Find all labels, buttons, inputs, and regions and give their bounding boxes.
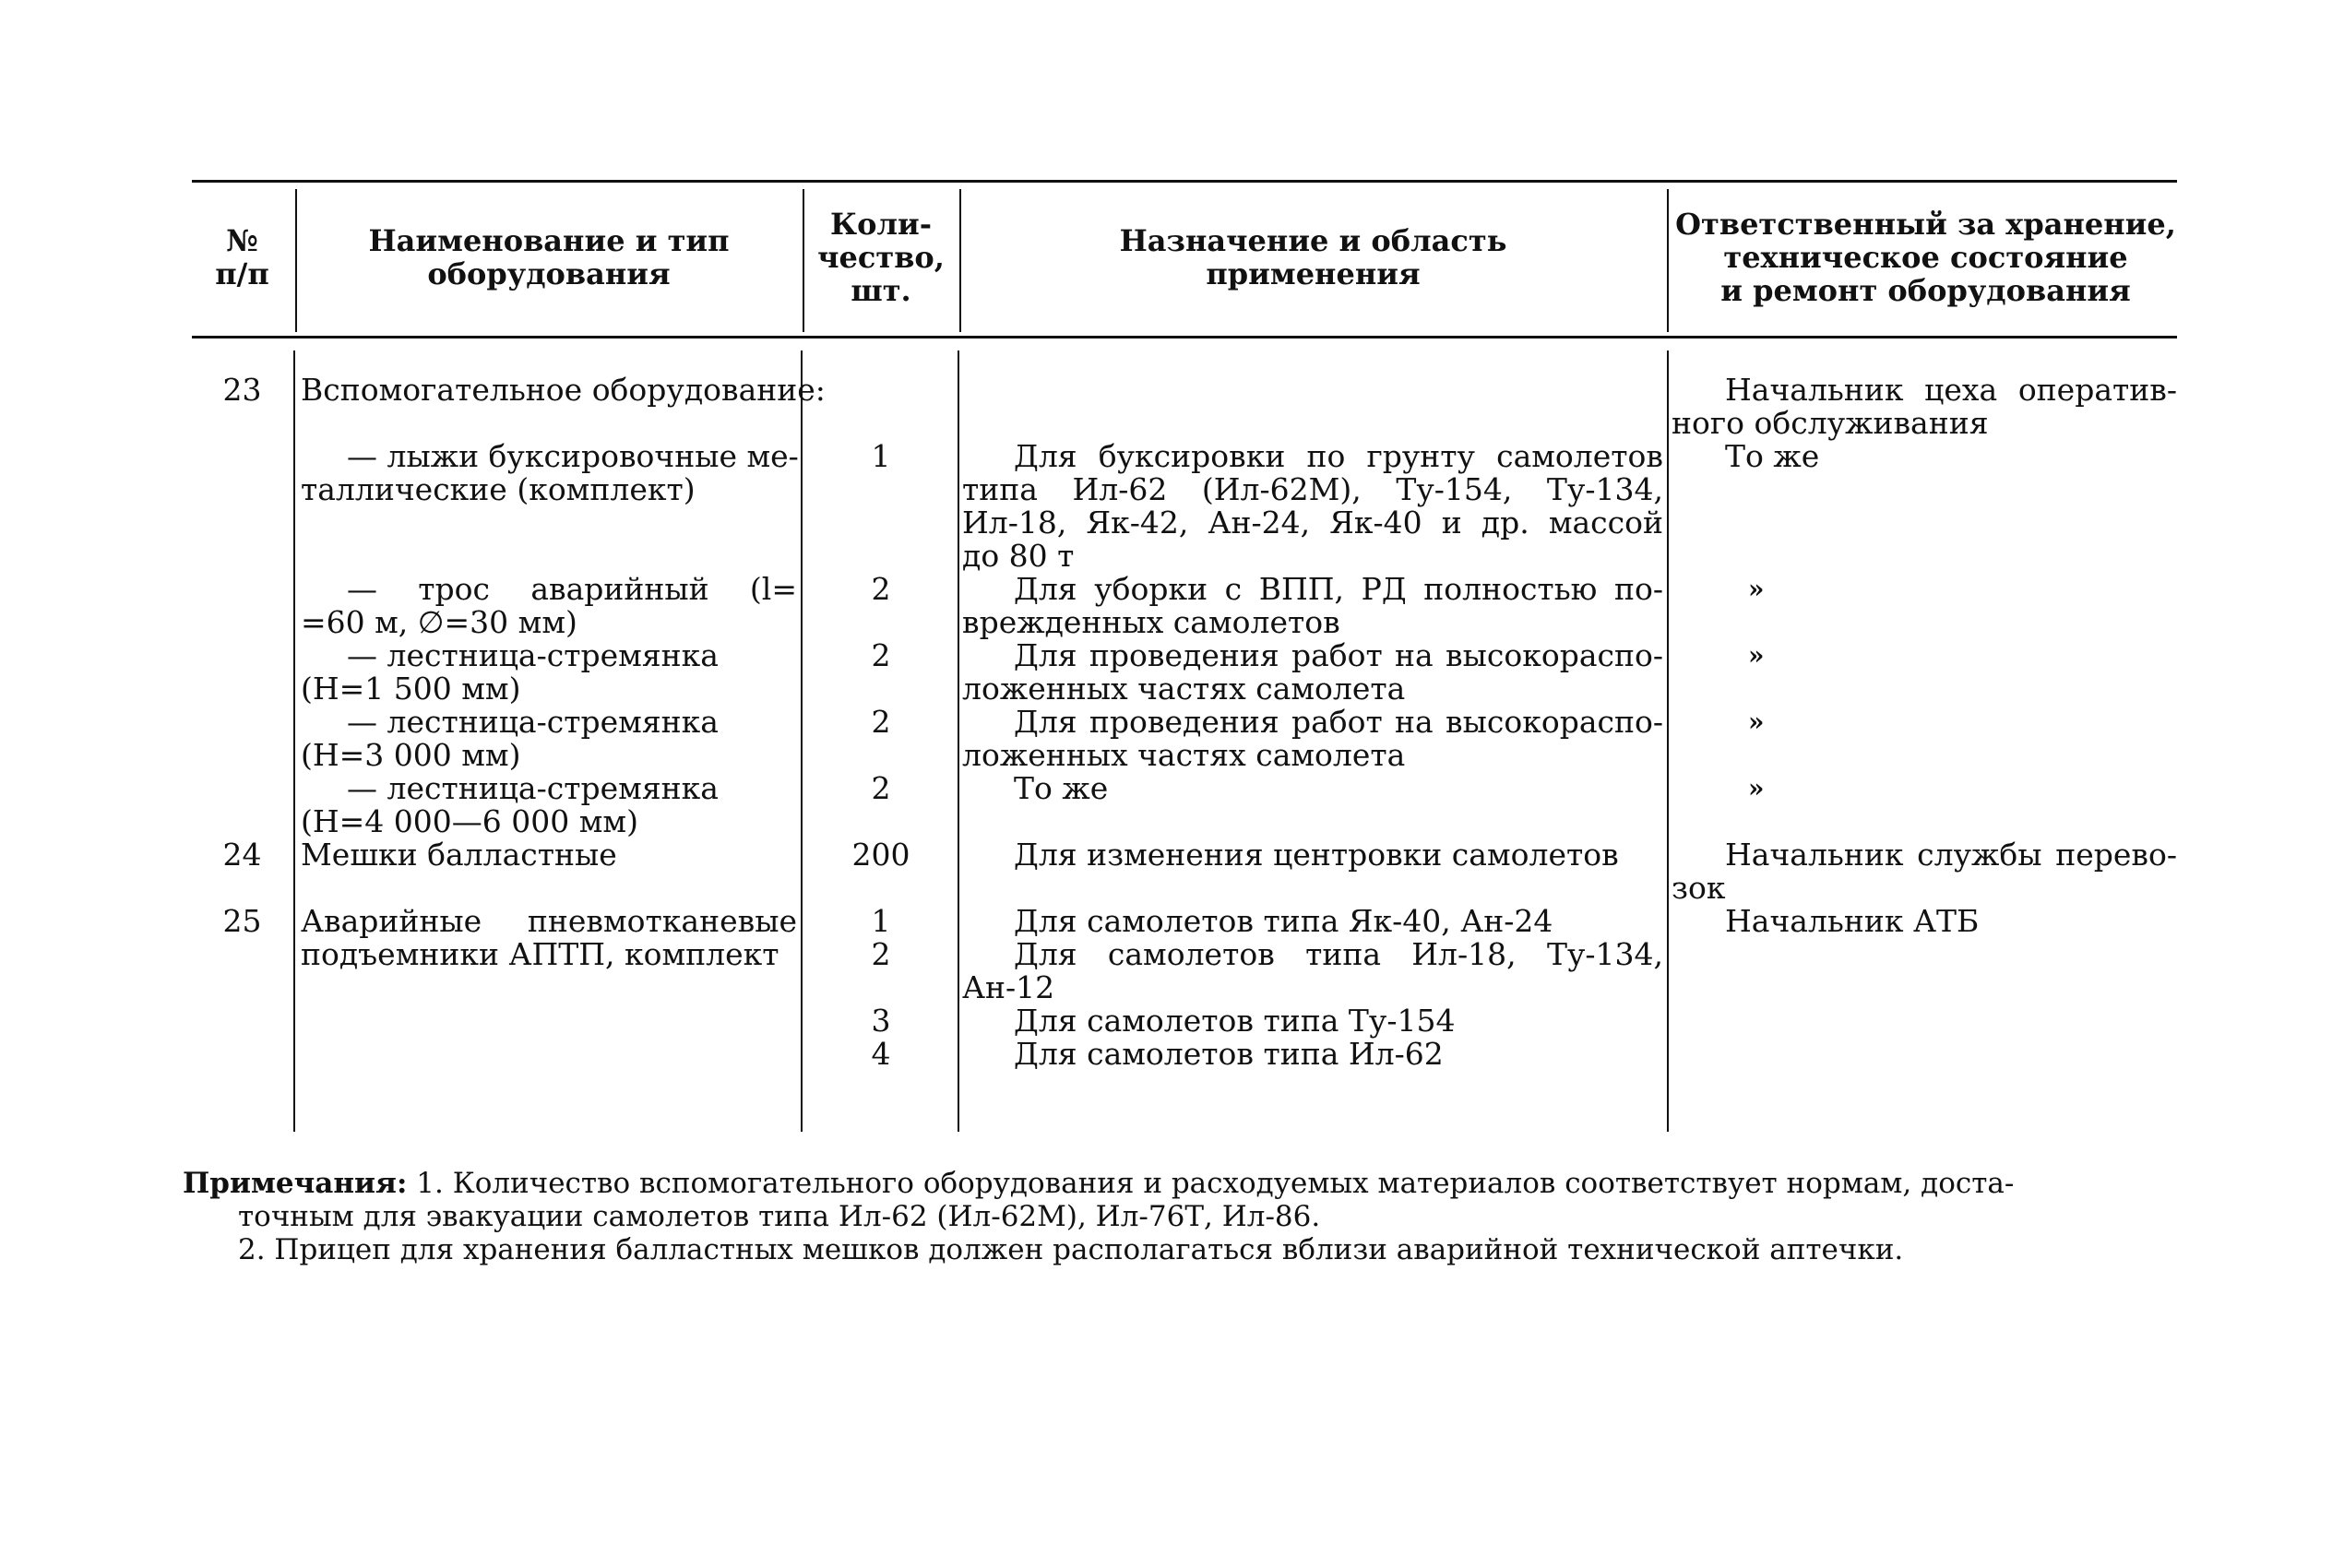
ladder-3000-name: — лестница-стремянка (H=3 000 мм) [301, 704, 719, 773]
row-23-responsible: Начальник цеха оператив- ного обслуживания [1672, 372, 2177, 441]
cable-name: — трос аварийный (l= =60 м, ∅=30 мм) [301, 571, 797, 640]
ladder-3000-responsible: » [1748, 707, 1765, 737]
skis-purpose: Для буксировки по грунту самолетов типа Ил-62 (Ил-62М), Ту-154, Ту-134, Ил-18, Як-42, Ан-24, Як-40 и др. массой до 80 т [962, 438, 1663, 574]
header-responsible: Ответственный за хранение, техническое состояние и ремонт оборудования [1675, 207, 2176, 308]
skis-responsible: То же [1725, 438, 1820, 474]
table-top-rule [192, 180, 2177, 183]
col-sep-1-header [295, 189, 297, 332]
col-sep-1-body [293, 350, 295, 1132]
cable-purpose: Для уборки с ВПП, РД полностью по- врежденных самолетов [962, 571, 1663, 640]
cable-qty: 2 [871, 571, 891, 607]
note-1-line-2: точным для эвакуации самолетов типа Ил-62 (Ил-62М), Ил-76Т, Ил-86. [238, 1200, 1321, 1233]
header-qty: Коли- чество, шт. [817, 207, 945, 308]
ladder-3000-qty: 2 [871, 704, 891, 740]
row-23-num: 23 [222, 372, 262, 408]
col-sep-4-header [1667, 189, 1669, 332]
ladder-4000-responsible: » [1748, 773, 1765, 803]
row-24-purpose: Для изменения центровки самолетов [1014, 837, 1619, 873]
col-sep-4-body [1667, 350, 1669, 1132]
row-24-responsible: Начальник службы перево- зок [1672, 837, 2177, 906]
row-25-num: 25 [222, 903, 262, 939]
row-24-name: Мешки балластные [301, 837, 617, 873]
col-sep-3-body [958, 350, 959, 1132]
note-2: 2. Прицеп для хранения балластных мешков должен располагаться вблизи аварийной технической аптечки. [238, 1233, 1904, 1266]
ladder-4000-qty: 2 [871, 770, 891, 806]
notes-label: Примечания: [183, 1167, 408, 1200]
header-name: Наименование и тип оборудования [368, 223, 730, 291]
ladder-3000-purpose: Для проведения работ на высокораспо- ложенных частях самолета [962, 704, 1663, 773]
skis-qty: 1 [871, 438, 891, 474]
ladder-1500-purpose: Для проведения работ на высокораспо- ложенных частях самолета [962, 637, 1663, 707]
notes-block [183, 1167, 2014, 1266]
row-25-name: Аварийные пневмотканевые подъемники АПТП, комплект [301, 903, 797, 972]
header-purpose: Назначение и область применения [1119, 223, 1507, 291]
ladder-1500-responsible: » [1748, 640, 1765, 671]
row-25-purpose: Для самолетов типа Як-40, Ан-24 Для самолетов типа Ил-18, Ту-134, Ан-12 Для самолетов типа Ту-154 Для самолетов типа Ил-62 [962, 903, 1663, 1072]
ladder-4000-purpose: То же [1014, 770, 1109, 806]
row-25-qty: 1 2 3 4 [871, 903, 891, 1072]
header-num: № п/п [215, 223, 269, 291]
col-sep-2-body [801, 350, 803, 1132]
col-sep-2-header [803, 189, 804, 332]
row-24-num: 24 [222, 837, 262, 873]
ladder-4000-name: — лестница-стремянка (H=4 000—6 000 мм) [301, 770, 719, 839]
cable-responsible: » [1748, 574, 1765, 604]
row-24-qty: 200 [851, 837, 910, 873]
row-25-responsible: Начальник АТБ [1725, 903, 1980, 939]
row-23-name: Вспомогательное оборудование: [301, 372, 826, 408]
header-bottom-rule [192, 336, 2177, 339]
ladder-1500-name: — лестница-стремянка (H=1 500 мм) [301, 637, 719, 707]
note-1-line-1: Примечания: 1. Количество вспомогательного оборудования и расходуемых материалов соответствует нормам, доста- [183, 1167, 2015, 1200]
col-sep-3-header [959, 189, 961, 332]
skis-name: — лыжи буксировочные ме- таллические (комплект) [301, 438, 799, 507]
ladder-1500-qty: 2 [871, 637, 891, 673]
